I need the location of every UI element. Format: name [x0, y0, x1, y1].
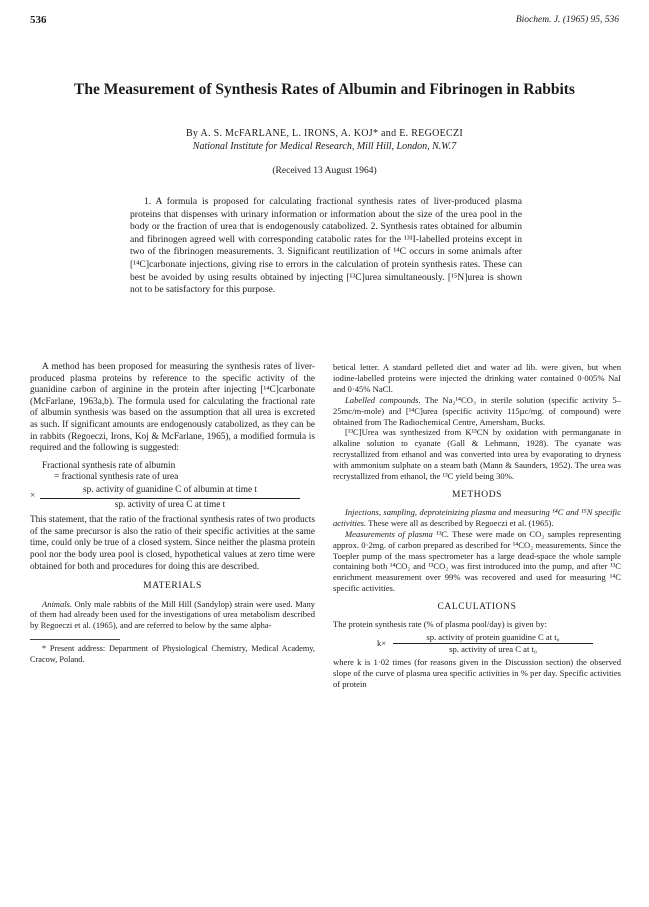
- animals-text: Only male rabbits of the Mill Hill (Sandylop) strain were used. Many of them had already been used for the investigations of urea metabolism described by Regoeczi et al. (1965), and are referred to below by the same alpha-: [30, 598, 315, 631]
- calculations-text: where k is 1·02 times (for reasons given in the Discussion section) the observed slope of the curve of plasma urea specific activities in % per day. Specific activities of protein: [333, 656, 621, 689]
- labelled-compounds-label: Labelled compounds.: [345, 394, 421, 405]
- diet-paragraph: betical letter. A standard pelleted diet and water ad lib. were given, but when iodine-labelled proteins were injected the drinking water contained 0·005% NaI and 0·45% NaCl.: [333, 362, 621, 394]
- footnote: * Present address: Department of Physiological Chemistry, Medical Academy, Cracow, Poland.: [30, 644, 315, 664]
- intro-paragraph: A method has been proposed for measuring the synthesis rates of liver-produced plasma proteins by reference to the specific activity of the guanidine carbon of arginine in the protein after injecting [¹⁴C]carbonate (McFarlane, 1963a,b). The formula used for calculating the fractional rate of albumin synthesis was based on the assumption that all urea is excreted as such. If significant amounts are endogenously catabolized, as they can be in rabbits (Regoeczi, Irons, Koj & McFarlane, 1965), a modified formula is required and the following is suggested:: [30, 362, 315, 454]
- injections-text: These were all as described by Regoeczi et al. (1965).: [366, 517, 554, 528]
- formula-fraction: [30, 484, 300, 511]
- measurements-paragraph: [333, 529, 621, 594]
- injections-label: Injections, sampling, deproteinizing plasma and measuring ¹⁴C and ¹⁵N specific activities.: [333, 506, 621, 528]
- received-date: (Received 13 August 1964): [272, 166, 377, 176]
- left-column: [30, 362, 315, 665]
- article-title: The Measurement of Synthesis Rates of Albumin and Fibrinogen in Rabbits: [74, 81, 575, 98]
- formula-times-sign: ×: [30, 490, 36, 501]
- formula-line-1: Fractional synthesis rate of albumin: [42, 460, 176, 471]
- formula-numerator: sp. activity of guanidine C of albumin at time t: [40, 485, 300, 499]
- measurements-text: These were made on CO₂ samples representing approx. 0·2mg. of carbon prepared as described for ¹⁴CO₂ measurements. Since the Toepler pump of the mass spectrometer has a large dead-space the whole sample containing both ¹⁴CO₂ and ¹³CO₂ was first introduced into the pump, and after ¹³C enrichment measurement over 99% was recovered and used for measuring ¹⁴C specific activities.: [333, 528, 621, 594]
- urea-synthesis-paragraph: [¹³C]Urea was synthesized from K¹³CN by oxidation with permanganate in alkaline solution to cyanate (Gall & Lehmann, 1928). The cyanate was recrystallized from ethanol and was converted into urea by evaporating to dryness with ammonium sulphate on a steam bath (Mann & Saunders, 1952). The urea was recrystallized from ethanol, the ¹³C yield being 30%.: [333, 427, 621, 482]
- calculation-fraction: [377, 631, 593, 655]
- abstract: 1. A formula is proposed for calculating fractional synthesis rates of liver-produced plasma proteins that dispenses with urinary information or information about the size of the urea pool in the body or the fraction of urea that is endogenously catabolized. 2. Synthesis rates obtained for albumin and fibrinogen agreed well with corresponding catabolic rates for the ¹³¹I-labelled proteins except in two of the fibrinogen measurements. 3. Significant reutilization of ¹⁴C occurs in some animals after [¹⁴C]carbonate injections, giving rise to errors in the calculation of protein synthesis rates. These can best be avoided by using results obtained by injecting [¹³C]urea simultaneously. [¹⁵N]urea is shown not to be satisfactory for this purpose.: [130, 196, 522, 296]
- journal-reference: Biochem. J. (1965) 95, 536: [515, 15, 619, 25]
- calculation-numerator: sp. activity of protein guanidine C at t₀: [393, 632, 593, 644]
- injections-paragraph: [333, 507, 621, 529]
- calculations-intro: The protein synthesis rate (% of plasma pool/day) is given by:: [333, 619, 547, 630]
- institution: National Institute for Medical Research, Mill Hill, London, N.W.7: [192, 141, 457, 152]
- page-number: 536: [30, 14, 47, 26]
- calculation-denominator: sp. activity of urea C at t₀: [449, 643, 537, 654]
- right-column: [333, 362, 621, 689]
- formula-denominator: sp. activity of urea C at time t: [114, 499, 226, 510]
- materials-heading: MATERIALS: [143, 581, 202, 592]
- methods-heading: METHODS: [451, 489, 503, 500]
- statement-paragraph: This statement, that the ratio of the fractional synthesis rates of two products of the same precursor is also the ratio of their specific activities at the same time, could only be true of a closed system. Since neither the plasma protein pool nor the body urea pool is closed, hypothetical values at zero time were obtained for both and procedures for doing this are described.: [30, 515, 315, 572]
- measurements-label: Measurements of plasma ¹³C.: [345, 528, 450, 539]
- formula-line-2: = fractional synthesis rate of urea: [54, 472, 179, 483]
- labelled-compounds-text: The Na₂¹⁴CO₃ in sterile solution (specific activity 5–25mc/m-mole) and [¹⁴C]urea (specific activity 115µc/mg. of compound) were obtained from The Radiochemical Centre, Amersham, Bucks.: [333, 394, 621, 427]
- labelled-compounds-paragraph: [333, 395, 621, 428]
- calculation-k-factor: k×: [377, 637, 387, 648]
- animals-paragraph: [30, 599, 315, 631]
- animals-label: Animals.: [42, 598, 72, 609]
- authors: By A. S. McFARLANE, L. IRONS, A. KOJ* and E. REGOECZI: [185, 128, 464, 139]
- footnote-rule: [30, 639, 120, 640]
- calculations-heading: CALCULATIONS: [437, 602, 517, 613]
